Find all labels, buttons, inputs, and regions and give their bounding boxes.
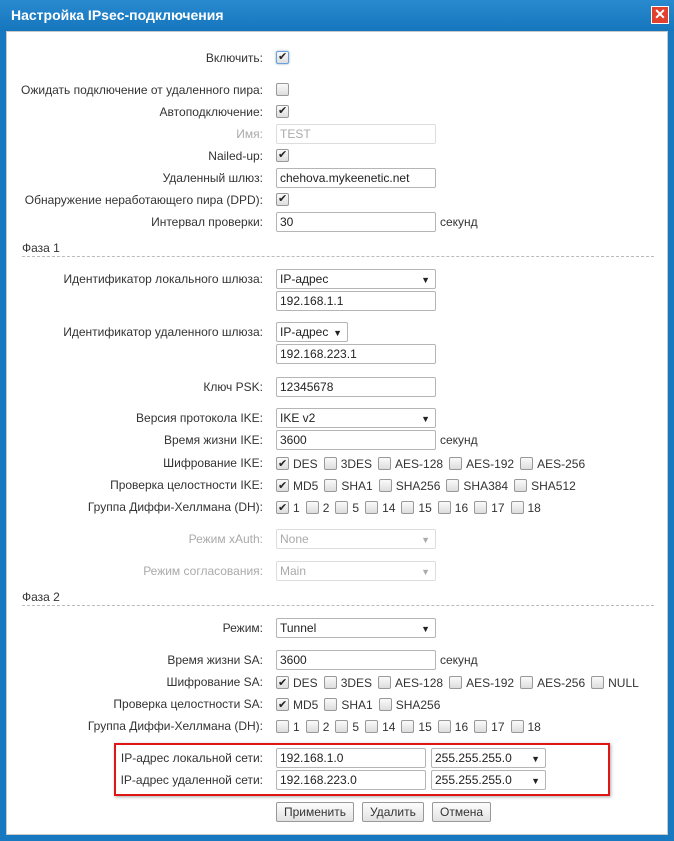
sa-encryption-checkbox[interactable]	[324, 676, 337, 689]
remote-gateway-input[interactable]: chehova.mykeenetic.net	[276, 168, 436, 188]
sa-integrity-checkbox[interactable]	[379, 698, 392, 711]
remote-id-type-value: IP-адрес	[280, 325, 329, 339]
local-id-type-value: IP-адрес	[280, 272, 329, 286]
sa-encryption-option-label: DES	[293, 675, 318, 690]
sa-integrity-option-label: MD5	[293, 697, 319, 712]
psk-input[interactable]: 12345678	[276, 377, 436, 397]
sa-lifetime-input[interactable]: 3600	[276, 650, 436, 670]
ike-dh-checkbox[interactable]	[365, 501, 378, 514]
ike-dh-options	[276, 499, 547, 516]
ike-version-select[interactable]	[276, 408, 436, 428]
sa-integrity-checkbox[interactable]	[324, 698, 337, 711]
interval-label: Интервал проверки:	[151, 215, 263, 229]
sa-encryption-option-label: 3DES	[340, 675, 373, 690]
mode-select[interactable]	[276, 618, 436, 638]
nailed-up-label: Nailed-up:	[208, 149, 263, 163]
sa-dh-option-label: 1	[293, 719, 300, 734]
sa-encryption-checkbox[interactable]	[276, 676, 289, 689]
name-input[interactable]: TEST	[276, 124, 436, 144]
ike-encryption-options	[276, 455, 591, 472]
sa-integrity-options	[276, 696, 446, 713]
ike-dh-checkbox[interactable]	[438, 501, 451, 514]
remote-gateway-label: Удаленный шлюз:	[162, 171, 263, 185]
ike-dh-option-label: 5	[352, 500, 360, 515]
chevron-down-icon: ▼	[421, 414, 430, 424]
ike-dh-checkbox[interactable]	[335, 501, 348, 514]
ike-dh-checkbox[interactable]	[306, 501, 319, 514]
ike-integrity-checkbox[interactable]	[276, 479, 289, 492]
ike-encryption-checkbox[interactable]	[276, 457, 289, 470]
phase1-heading: Фаза 1	[22, 241, 60, 255]
wait-peer-label: Ожидать подключение от удаленного пира:	[21, 83, 263, 97]
sa-encryption-options	[276, 674, 645, 691]
ike-integrity-checkbox[interactable]	[324, 479, 337, 492]
sa-dh-option-label: 16	[454, 719, 469, 734]
sa-integrity-option-label: SHA1	[341, 697, 373, 712]
sa-encryption-option-label: AES-192	[466, 675, 515, 690]
sa-dh-option-label: 18	[527, 719, 541, 734]
sa-encryption-checkbox[interactable]	[520, 676, 533, 689]
name-label: Имя:	[236, 127, 263, 141]
apply-button[interactable]: Применить	[276, 802, 354, 822]
ike-dh-option-label: 18	[527, 500, 541, 515]
ike-version-value: IKE v2	[280, 411, 316, 425]
cancel-button[interactable]: Отмена	[432, 802, 491, 822]
sa-lifetime-label: Время жизни SA:	[167, 653, 263, 667]
autoconnect-checkbox[interactable]	[276, 105, 289, 118]
remote-net-mask-value: 255.255.255.0	[435, 773, 512, 787]
autoconnect-label: Автоподключение:	[159, 105, 263, 119]
divider	[22, 256, 654, 257]
sa-dh-option-label: 5	[352, 719, 360, 734]
chevron-down-icon: ▼	[421, 567, 430, 577]
ike-encryption-option-label: AES-192	[466, 456, 515, 471]
ike-dh-option-label: 1	[293, 500, 300, 515]
xauth-value: None	[280, 532, 309, 546]
delete-button[interactable]: Удалить	[362, 802, 424, 822]
dpd-checkbox[interactable]	[276, 193, 289, 206]
ike-dh-option-label: 14	[382, 500, 396, 515]
sa-dh-option-label: 15	[418, 719, 432, 734]
sa-dh-checkbox[interactable]	[335, 720, 348, 733]
ike-dh-checkbox[interactable]	[511, 501, 524, 514]
ike-encryption-checkbox[interactable]	[449, 457, 462, 470]
ike-encryption-option-label: AES-256	[537, 456, 586, 471]
sa-dh-option-label: 17	[491, 719, 505, 734]
interval-unit: секунд	[440, 215, 478, 229]
ipsec-settings-form	[6, 31, 668, 835]
chevron-down-icon: ▼	[531, 776, 540, 786]
ike-lifetime-label: Время жизни IKE:	[163, 433, 263, 447]
ike-integrity-option-label: SHA512	[531, 478, 576, 493]
sa-dh-checkbox[interactable]	[438, 720, 451, 733]
sa-dh-option-label: 14	[382, 719, 396, 734]
enable-label: Включить:	[205, 51, 263, 65]
ike-integrity-options	[276, 477, 582, 494]
local-net-input[interactable]: 192.168.1.0	[276, 748, 426, 768]
chevron-down-icon: ▼	[421, 275, 430, 285]
ike-dh-option-label: 2	[322, 500, 330, 515]
remote-net-mask-select[interactable]	[431, 770, 546, 790]
ike-dh-option-label: 16	[454, 500, 469, 515]
local-net-label: IP-адрес локальной сети:	[120, 751, 263, 765]
ike-dh-label: Группа Диффи-Хеллмана (DH):	[87, 500, 263, 514]
local-id-value-input[interactable]: 192.168.1.1	[276, 291, 436, 311]
divider	[22, 605, 654, 606]
sa-integrity-checkbox[interactable]	[276, 698, 289, 711]
ike-integrity-option-label: SHA384	[463, 478, 509, 493]
sa-dh-checkbox[interactable]	[365, 720, 378, 733]
local-id-type-select[interactable]	[276, 269, 436, 289]
remote-net-input[interactable]: 192.168.223.0	[276, 770, 426, 790]
ike-dh-option-label: 15	[418, 500, 432, 515]
sa-dh-checkbox[interactable]	[474, 720, 487, 733]
sa-dh-checkbox[interactable]	[306, 720, 319, 733]
ike-dh-checkbox[interactable]	[401, 501, 414, 514]
ike-encryption-option-label: DES	[293, 456, 318, 471]
ike-encryption-checkbox[interactable]	[324, 457, 337, 470]
ike-lifetime-input[interactable]: 3600	[276, 430, 436, 450]
remote-net-label: IP-адрес удаленной сети:	[120, 773, 263, 787]
ike-integrity-option-label: SHA1	[341, 478, 373, 493]
remote-id-value-input[interactable]: 192.168.223.1	[276, 344, 436, 364]
mode-label: Режим:	[222, 621, 263, 635]
psk-label: Ключ PSK:	[203, 380, 263, 394]
close-icon[interactable]: ✕	[651, 6, 669, 24]
negotiation-label: Режим согласования:	[143, 564, 263, 578]
sa-encryption-checkbox[interactable]	[378, 676, 391, 689]
title-bar	[0, 0, 674, 31]
sa-encryption-option-label: AES-256	[537, 675, 586, 690]
negotiation-select[interactable]	[276, 561, 436, 581]
interval-input[interactable]: 30	[276, 212, 436, 232]
sa-dh-options	[276, 718, 547, 735]
ike-integrity-checkbox[interactable]	[379, 479, 392, 492]
ike-integrity-option-label: SHA256	[395, 478, 441, 493]
negotiation-value: Main	[280, 564, 307, 578]
ike-lifetime-unit: секунд	[440, 433, 478, 447]
ike-dh-checkbox[interactable]	[474, 501, 487, 514]
sa-dh-label: Группа Диффи-Хеллмана (DH):	[87, 719, 263, 733]
ike-encryption-option-label: AES-128	[395, 456, 444, 471]
wait-peer-checkbox[interactable]	[276, 83, 289, 96]
enable-checkbox[interactable]	[276, 51, 289, 64]
xauth-select[interactable]	[276, 529, 436, 549]
sa-dh-checkbox[interactable]	[401, 720, 414, 733]
ike-version-label: Версия протокола IKE:	[136, 411, 263, 425]
ike-encryption-checkbox[interactable]	[520, 457, 533, 470]
mode-value: Tunnel	[280, 621, 317, 635]
nailed-up-checkbox[interactable]	[276, 149, 289, 162]
chevron-down-icon: ▼	[333, 328, 342, 338]
ike-encryption-label: Шифрование IKE:	[163, 456, 263, 470]
sa-dh-checkbox[interactable]	[511, 720, 524, 733]
ike-encryption-option-label: 3DES	[340, 456, 373, 471]
remote-id-type-select[interactable]	[276, 322, 348, 342]
sa-encryption-label: Шифрование SA:	[166, 675, 263, 689]
sa-encryption-checkbox[interactable]	[449, 676, 462, 689]
sa-integrity-label: Проверка целостности SA:	[113, 697, 263, 711]
window-title: Настройка IPsec-подключения	[11, 7, 224, 23]
sa-lifetime-unit: секунд	[440, 653, 478, 667]
sa-integrity-option-label: SHA256	[395, 697, 441, 712]
sa-dh-checkbox[interactable]	[276, 720, 289, 733]
ike-dh-option-label: 17	[491, 500, 505, 515]
xauth-label: Режим xAuth:	[188, 532, 263, 546]
chevron-down-icon: ▼	[531, 754, 540, 764]
dpd-label: Обнаружение неработающего пира (DPD):	[24, 193, 263, 207]
local-net-mask-select[interactable]	[431, 748, 546, 768]
ike-integrity-checkbox[interactable]	[514, 479, 527, 492]
sa-encryption-option-label: AES-128	[395, 675, 444, 690]
ike-dh-checkbox[interactable]	[276, 501, 289, 514]
ike-integrity-checkbox[interactable]	[446, 479, 459, 492]
local-net-mask-value: 255.255.255.0	[435, 751, 512, 765]
chevron-down-icon: ▼	[421, 624, 430, 634]
sa-dh-option-label: 2	[322, 719, 330, 734]
remote-id-type-label: Идентификатор удаленного шлюза:	[63, 325, 263, 339]
ike-integrity-option-label: MD5	[293, 478, 319, 493]
chevron-down-icon: ▼	[421, 535, 430, 545]
ike-integrity-label: Проверка целостности IKE:	[110, 478, 263, 492]
local-id-type-label: Идентификатор локального шлюза:	[63, 272, 263, 286]
sa-encryption-checkbox[interactable]	[591, 676, 604, 689]
phase2-heading: Фаза 2	[22, 590, 60, 604]
ike-encryption-checkbox[interactable]	[378, 457, 391, 470]
sa-encryption-option-label: NULL	[608, 675, 639, 690]
